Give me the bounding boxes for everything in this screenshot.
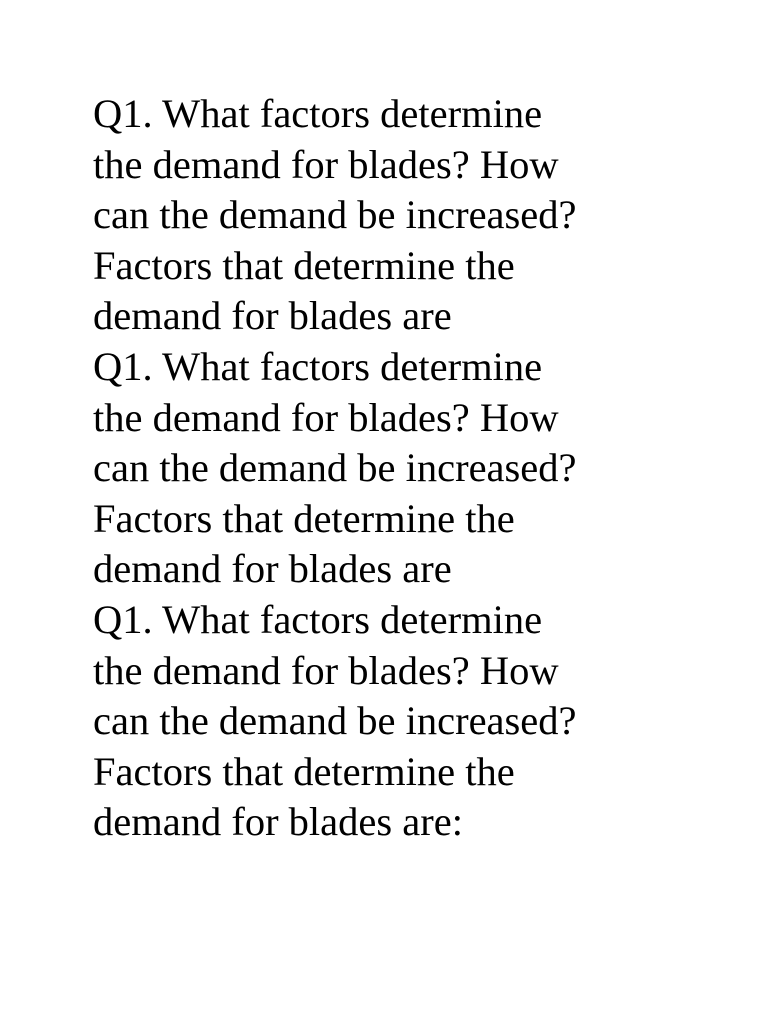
text-line: the demand for blades? How — [93, 141, 559, 187]
text-line: Q1. What factors determine — [93, 91, 543, 136]
text-line: Factors that determine the — [93, 242, 515, 288]
text-line: the demand for blades? How — [93, 394, 559, 440]
text-line: Factors that determine the — [93, 495, 515, 541]
document-body-text — [93, 89, 733, 848]
text-line: can the demand be increased? — [93, 698, 577, 744]
text-line: demand for blades are — [93, 293, 452, 339]
text-line: demand for blades are: — [93, 799, 463, 845]
text-line: the demand for blades? How — [93, 647, 559, 693]
text-line: Factors that determine the — [93, 748, 515, 794]
text-line: can the demand be increased? — [93, 192, 577, 238]
text-line: demand for blades are — [93, 546, 452, 592]
text-line: Q1. What factors determine — [93, 596, 543, 642]
text-line: can the demand be increased? — [93, 445, 577, 491]
text-line: Q1. What factors determine — [93, 343, 543, 389]
